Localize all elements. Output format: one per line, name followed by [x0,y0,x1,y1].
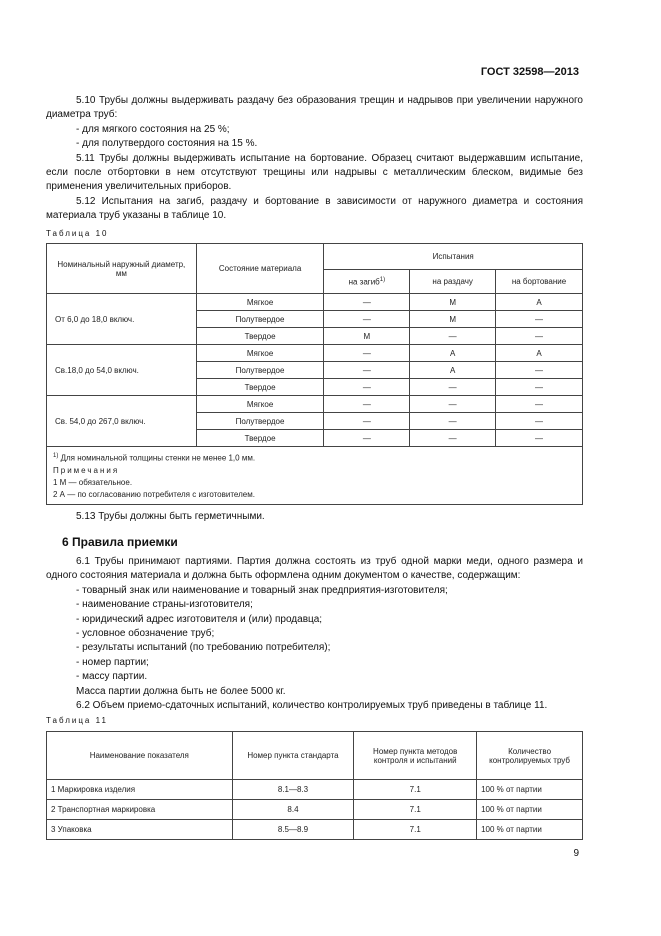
expand-cell: М [410,294,496,311]
bend-cell: — [324,362,410,379]
table-10 [46,243,583,505]
sec6-paragraph: - юридический адрес изготовителя и (или) продавца; [76,613,323,625]
bend-cell: — [324,430,410,447]
document-code: ГОСТ 32598—2013 [480,66,579,78]
state-cell: Полутвердое [196,362,324,379]
flange-cell: А [496,345,583,362]
table-10-header-flange: на бортование [496,270,583,294]
table-11-cell: 7.1 [354,820,477,840]
table-row [47,294,583,311]
flange-cell: — [496,430,583,447]
table-row [47,820,583,840]
table-11-caption: Таблица 11 [46,716,108,725]
top-paragraph: 5.10 Трубы должны выдерживать раздачу без образования трещин и надрывов при увеличении наружного диаметра труб: [46,95,583,121]
table-row [47,780,583,800]
table-10-header-expand: на раздачу [410,270,496,294]
table-11-cell: 100 % от партии [477,800,583,820]
flange-cell: — [496,413,583,430]
top-paragraph: 5.12 Испытания на загиб, раздачу и бортование в зависимости от наружного диаметра и состояния материала труб указаны в таблице 10. [46,195,583,222]
table-11-cell: 100 % от партии [477,820,583,840]
state-cell: Полутвердое [196,311,324,328]
expand-cell: — [410,430,496,447]
table-11 [46,731,583,840]
table-11-cell: 8.4 [232,800,354,820]
diameter-cell: Св. 54,0 до 267,0 включ. [47,396,197,447]
page-number: 9 [573,848,579,859]
table-row [47,800,583,820]
table-11-header-method-clause: Номер пункта методов контроля и испытаний [354,732,477,780]
bend-cell: — [324,311,410,328]
state-cell: Мягкое [196,396,324,413]
top-paragraph: - для мягкого состояния на 25 %; [76,123,230,135]
table-11-cell: 7.1 [354,780,477,800]
flange-cell: — [496,379,583,396]
section-6-text [46,555,583,713]
sec6-paragraph: Масса партии должна быть не более 5000 кг. [76,685,286,697]
state-cell: Мягкое [196,294,324,311]
table-11-cell: 7.1 [354,800,477,820]
sec6-paragraph: - результаты испытаний (по требованию потребителя); [76,642,331,654]
diameter-cell: От 6,0 до 18,0 включ. [47,294,197,345]
bend-cell: — [324,379,410,396]
state-cell: Твердое [196,430,324,447]
flange-cell: — [496,311,583,328]
table-11-cell: 2 Транспортная маркировка [47,800,233,820]
table-10-note-1: 1 М — обязательное. [53,477,133,487]
section-5-text [46,94,583,224]
table-11-cell: 8.1—8.3 [232,780,354,800]
table-10-header-bend: на загиб$^{1)}$ [324,270,410,294]
sec6-paragraph: - условное обозначение труб; [76,628,215,640]
flange-cell: — [496,396,583,413]
table-11-cell: 100 % от партии [477,780,583,800]
table-11-header-standard-clause: Номер пункта стандарта [232,732,354,780]
table-row [47,396,583,413]
expand-cell: А [410,362,496,379]
table-10-footnote: $^{1)}$ Для номинальной толщины стенки не менее 1,0 мм. [53,453,256,463]
sec6-paragraph: - товарный знак или наименование и товарный знак предприятия-изготовителя; [76,584,448,596]
table-10-header-diameter: Номинальный наружный диаметр, мм [47,244,197,294]
table-11-cell: 3 Упаковка [47,820,233,840]
top-paragraph: 5.11 Трубы должны выдерживать испытание на бортование. Образец считают выдержавшим испытание, если после отбортовки в нем отсутствуют трещины или надрывы с металлическим блеском, видимые без применения увеличительных приборов. [46,152,583,193]
table-10-header-state: Состояние материала [196,244,324,294]
flange-cell: — [496,328,583,345]
paragraph-5-13: 5.13 Трубы должны быть герметичными. [76,511,265,522]
table-10-note-2: 2 А — по согласованию потребителя с изготовителем. [53,489,255,499]
flange-cell: А [496,294,583,311]
table-10-header-tests: Испытания [324,244,583,270]
table-11-cell: 1 Маркировка изделия [47,780,233,800]
bend-cell: — [324,294,410,311]
state-cell: Твердое [196,328,324,345]
table-11-header-indicator: Наименование показателя [47,732,233,780]
bend-cell: М [324,328,410,345]
expand-cell: А [410,345,496,362]
table-10-notes [47,447,583,505]
sec6-paragraph: - наименование страны-изготовителя; [76,599,253,611]
bend-cell: — [324,413,410,430]
bend-cell: — [324,345,410,362]
table-10-caption: Таблица 10 [46,229,109,238]
table-11-header-quantity: Количество контролируемых труб [477,732,583,780]
sec6-paragraph: - массу партии. [76,671,148,683]
expand-cell: М [410,311,496,328]
expand-cell: — [410,328,496,345]
sec6-paragraph: - номер партии; [76,656,149,668]
expand-cell: — [410,379,496,396]
diameter-cell: Св.18,0 до 54,0 включ. [47,345,197,396]
state-cell: Мягкое [196,345,324,362]
flange-cell: — [496,362,583,379]
bend-cell: — [324,396,410,413]
table-11-cell: 8.5—8.9 [232,820,354,840]
table-row [47,345,583,362]
table-10-notes-title: Примечания [53,465,120,475]
sec6-paragraph: 6.2 Объем приемо-сдаточных испытаний, количество контролируемых труб приведены в таблице 11. [76,700,548,712]
expand-cell: — [410,396,496,413]
expand-cell: — [410,413,496,430]
top-paragraph: - для полутвердого состояния на 15 %. [76,138,258,150]
state-cell: Полутвердое [196,413,324,430]
section-6-title: 6 Правила приемки [62,535,178,549]
state-cell: Твердое [196,379,324,396]
sec6-paragraph: 6.1 Трубы принимают партиями. Партия должна состоять из труб одной марки меди, одного размера и одного состояния материала и должна быть оформлена одним документом о качестве, содержащим: [46,556,583,582]
